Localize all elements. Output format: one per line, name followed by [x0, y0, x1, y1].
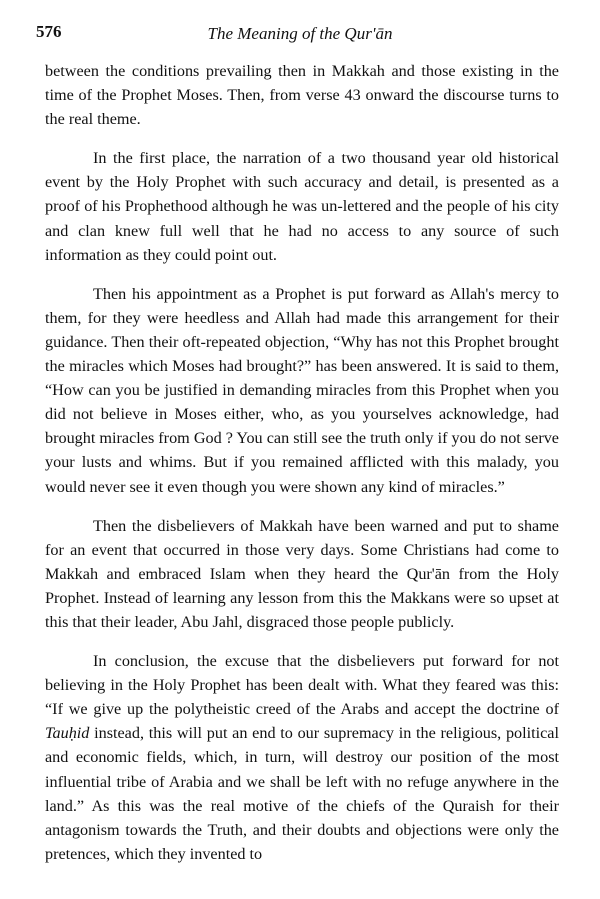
- running-title: The Meaning of the Qur'ān: [207, 24, 393, 43]
- conclusion-text-end: instead, this will put an end to our supremacy in the religious, political and economic fields, which, in turn, will destroy our position of the most influential tribe of Arabia and we shall be left with no refuge anywhere in the land.” As this was the real motive of the chiefs of the Quraish for their antagonism towards the Truth, and their doubts and objections were only the pretences, which they invented to: [45, 724, 559, 863]
- paragraph: Then the disbelievers of Makkah have been warned and put to shame for an event that occurred in those very days. Some Christians had come to Makkah and embraced Islam when they heard the Qur'ān from the Holy Prophet. Instead of learning any lesson from this the Makkans were so upset at this that their leader, Abu Jahl, disgraced those people publicly.: [45, 516, 559, 631]
- paragraph-continuation: between the conditions prevailing then in Makkah and those existing in the time of the Prophet Moses. Then, from verse 43 onward the discourse turns to the real theme.: [45, 62, 559, 129]
- paragraph-conclusion: [45, 649, 559, 866]
- conclusion-text-start: In conclusion, the excuse that the disbelievers put forward for not believing in the Holy Prophet has been dealt with. What they feared was this: “If we give up the polytheistic creed of the Arabs and accept the doctrine of: [45, 652, 559, 719]
- paragraph: Then his appointment as a Prophet is put forward as Allah's mercy to them, for they were heedless and Allah had made this arrangement for their guidance. Then their oft-repeated objection, “Why has not this Prophet brought the miracles which Moses had brought?” has been answered. It is said to them, “How can you be justified in demanding miracles from this Prophet when you did not believe in Moses either, who, as you yourselves acknowledge, had brought miracles from God ? You can still see the truth only if you do not serve your lusts and whims. But if you remained afflicted with this malady, you would never see it even though you were shown any kind of miracles.”: [45, 284, 559, 496]
- body-text: [45, 59, 559, 881]
- page-header: [0, 22, 600, 46]
- page-number: 576: [36, 22, 62, 41]
- tauhid-term: Tauḥid: [45, 724, 90, 743]
- paragraph: In the first place, the narration of a two thousand year old historical event by the Holy Prophet with such accuracy and detail, is presented as a proof of his Prophethood although he was un-lettered and the people of his city and clan knew full well that he had no access to any source of such information as they could point out.: [45, 149, 559, 264]
